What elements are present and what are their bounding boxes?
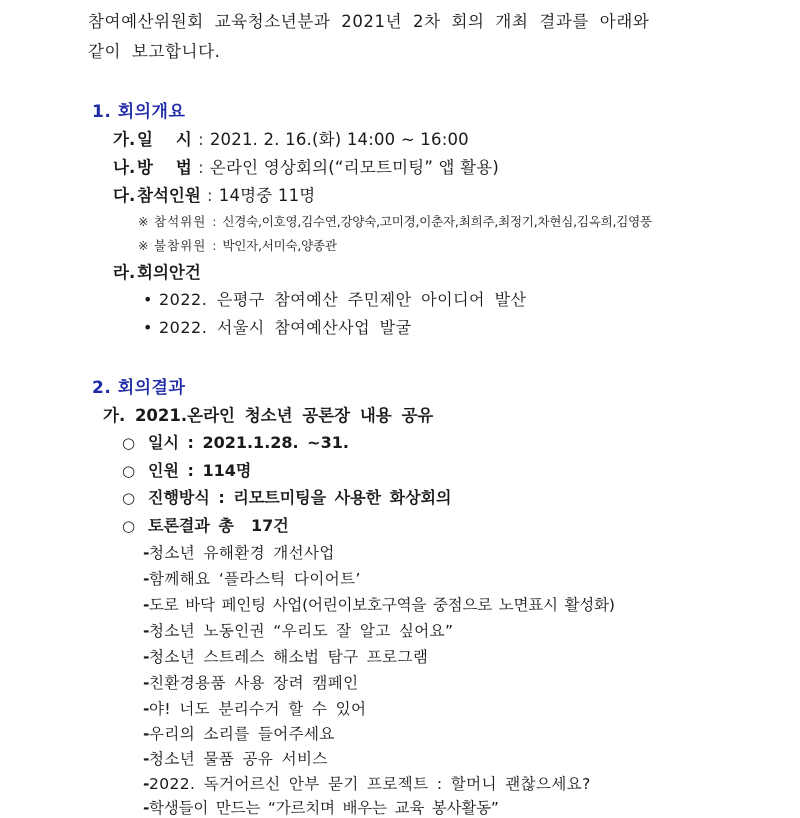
result-point — [122, 458, 251, 481]
section-1-title: 1. 회의개요 — [92, 102, 186, 122]
note-value: 박인자,서미숙,양종관 — [222, 238, 337, 253]
result-text: 청소년 노동인권 “우리도 잘 알고 싶어요” — [149, 622, 454, 640]
circle-bullet-icon: ○ — [122, 462, 136, 480]
separator: : — [212, 238, 217, 253]
dash-marker-icon: - — [143, 799, 150, 817]
separator: : — [212, 214, 217, 229]
result-item — [143, 645, 428, 667]
dash-marker-icon: - — [143, 725, 150, 743]
result-text: 도로 바닥 페인팅 사업(어린이보호구역을 중점으로 노면표시 활성화) — [149, 596, 615, 614]
result-text: 2022. 독거어르신 안부 묻기 프로젝트 : 할머니 괜찮으세요? — [149, 775, 591, 793]
result-point — [122, 513, 289, 536]
agenda-bullet — [143, 287, 527, 310]
result-text: 청소년 유해환경 개선사업 — [149, 544, 335, 562]
result-item — [143, 541, 335, 563]
point-text: 진행방식 : 리모트미팅을 사용한 화상회의 — [148, 488, 452, 507]
result-item — [143, 593, 615, 615]
agenda-text: 2022. 은평구 참여예산 주민제안 아이디어 발산 — [159, 290, 527, 309]
result-item — [143, 619, 453, 641]
intro-line-2: 같이 보고합니다. — [88, 42, 221, 61]
dash-marker-icon: - — [143, 674, 150, 692]
note-attendees — [138, 212, 652, 230]
separator: : — [206, 186, 213, 205]
intro-line-1: 참여예산위원회 교육청소년분과 2021년 2차 회의 개최 결과를 아래와 — [88, 12, 650, 31]
result-item — [143, 567, 361, 589]
bullet-icon: • — [143, 290, 153, 309]
note-value: 신경숙,이호영,김수연,강양숙,고미경,이춘자,최희주,최정기,차현심,김옥희,김영풍 — [222, 214, 652, 229]
item-value: 온라인 영상회의(“리모트미팅” 앱 활용) — [209, 158, 500, 177]
dash-marker-icon: - — [143, 596, 150, 614]
result-text: 학생들이 만드는 “가르치며 배우는 교육 봉사활동” — [149, 799, 499, 817]
dash-marker-icon: - — [143, 700, 150, 718]
overview-item-date — [113, 126, 469, 150]
circle-bullet-icon: ○ — [122, 434, 136, 452]
dash-marker-icon: - — [143, 750, 150, 768]
result-text: 청소년 물품 공유 서비스 — [149, 750, 328, 768]
dash-marker-icon: - — [143, 570, 150, 588]
dash-marker-icon: - — [143, 648, 150, 666]
note-label: 참석위원 — [154, 214, 207, 229]
dash-marker-icon: - — [143, 775, 150, 793]
item-number: 다. — [113, 186, 136, 205]
item-number: 나. — [113, 158, 136, 177]
item-label: 일 시 — [137, 130, 192, 149]
result-text: 야! 너도 분리수거 할 수 있어 — [149, 700, 367, 718]
agenda-bullet — [143, 315, 412, 338]
circle-bullet-icon: ○ — [122, 517, 136, 535]
reference-mark-icon: ※ — [138, 214, 149, 229]
result-item — [143, 697, 366, 719]
result-item — [143, 722, 335, 744]
result-item — [143, 747, 328, 769]
reference-mark-icon: ※ — [138, 238, 149, 253]
dash-marker-icon: - — [143, 622, 150, 640]
overview-item-method — [113, 154, 499, 178]
result-subtitle: 가. 2021.온라인 청소년 공론장 내용 공유 — [103, 406, 434, 425]
point-text: 토론결과 총 17건 — [148, 516, 289, 535]
note-absentees — [138, 236, 337, 254]
overview-item-agenda — [113, 259, 201, 283]
separator: : — [198, 130, 204, 149]
result-item — [143, 772, 591, 794]
result-text: 청소년 스트레스 해소법 탐구 프로그램 — [149, 648, 429, 666]
agenda-text: 2022. 서울시 참여예산사업 발굴 — [159, 318, 412, 337]
item-number: 라. — [113, 263, 136, 282]
result-point — [122, 430, 349, 453]
bullet-icon: • — [143, 318, 153, 337]
item-value: 2021. 2. 16.(화) 14:00 ~ 16:00 — [209, 130, 469, 149]
result-text: 친환경용품 사용 장려 캠페인 — [149, 674, 359, 692]
item-label: 방 법 — [137, 158, 192, 177]
result-text: 함께해요 ‘플라스틱 다이어트’ — [149, 570, 361, 588]
separator: : — [198, 158, 204, 177]
result-item — [143, 796, 499, 818]
section-2-title: 2. 회의결과 — [92, 378, 186, 398]
point-text: 인원 : 114명 — [148, 461, 252, 480]
result-point — [122, 485, 451, 508]
result-item — [143, 671, 358, 693]
note-label: 불참위원 — [154, 238, 207, 253]
dash-marker-icon: - — [143, 544, 150, 562]
circle-bullet-icon: ○ — [122, 489, 136, 507]
overview-item-attendance — [113, 182, 315, 206]
point-text: 일시 : 2021.1.28. ~31. — [148, 433, 349, 452]
item-value: 14명중 11명 — [218, 186, 316, 205]
item-label: 참석인원 — [137, 186, 201, 205]
item-number: 가. — [113, 130, 136, 149]
result-text: 우리의 소리를 들어주세요 — [149, 725, 335, 743]
item-label: 회의안건 — [137, 263, 201, 282]
